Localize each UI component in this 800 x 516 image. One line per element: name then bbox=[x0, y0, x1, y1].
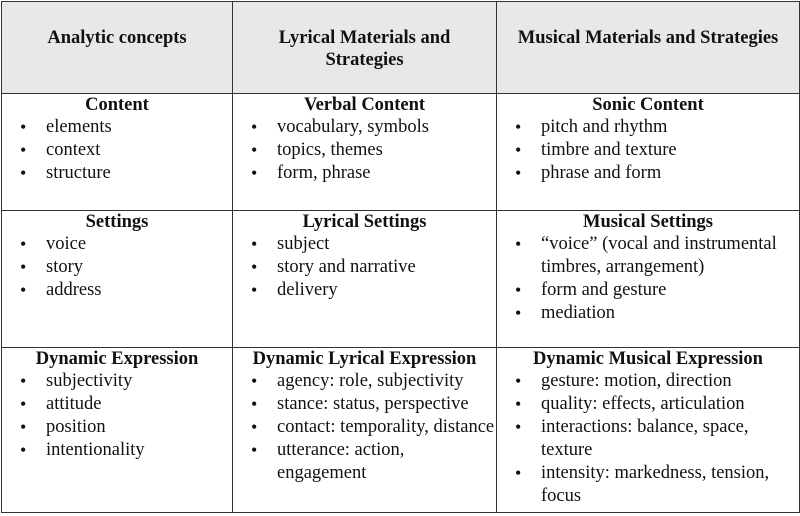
list-item: • position bbox=[2, 416, 232, 439]
bullet-list bbox=[233, 116, 496, 185]
list-item: • timbre and texture bbox=[497, 139, 799, 162]
list-item: • stance: status, perspective bbox=[233, 393, 496, 416]
list-item: • structure bbox=[2, 162, 232, 185]
list-item: • quality: effects, articulation bbox=[497, 393, 799, 416]
list-item: • agency: role, subjectivity bbox=[233, 370, 496, 393]
header-lyrical-materials: Lyrical Materials and Strategies bbox=[233, 2, 497, 94]
table-cell bbox=[233, 348, 497, 513]
table-cell bbox=[497, 211, 800, 348]
list-item: • address bbox=[2, 279, 232, 302]
table-body bbox=[2, 94, 800, 513]
table-cell bbox=[497, 348, 800, 513]
list-item: • form, phrase bbox=[233, 162, 496, 185]
bullet-list bbox=[2, 370, 232, 462]
list-item: • contact: temporality, distance bbox=[233, 416, 496, 439]
table-cell bbox=[2, 94, 233, 211]
bullet-list bbox=[2, 116, 232, 185]
section-title: Dynamic Expression bbox=[35, 349, 199, 369]
list-item: • vocabulary, symbols bbox=[233, 116, 496, 139]
table-cell bbox=[233, 94, 497, 211]
section-title: Dynamic Musical Expression bbox=[533, 349, 763, 369]
settings-row bbox=[2, 211, 800, 348]
bullet-list bbox=[233, 233, 496, 302]
list-item: • gesture: motion, direction bbox=[497, 370, 799, 393]
list-item: • story and narrative bbox=[233, 256, 496, 279]
concepts-table bbox=[1, 1, 800, 513]
table-cell bbox=[233, 211, 497, 348]
section-title: Content bbox=[85, 95, 149, 115]
bullet-list bbox=[497, 233, 799, 325]
list-item: • “voice” (vocal and instrumental timbres, arrangement) bbox=[497, 233, 799, 279]
list-item: • phrase and form bbox=[497, 162, 799, 185]
bullet-list bbox=[233, 370, 496, 485]
list-item: • elements bbox=[2, 116, 232, 139]
section-title: Lyrical Settings bbox=[302, 212, 427, 232]
list-item: • form and gesture bbox=[497, 279, 799, 302]
list-item: • pitch and rhythm bbox=[497, 116, 799, 139]
list-item: • context bbox=[2, 139, 232, 162]
bullet-list bbox=[497, 116, 799, 185]
table-cell bbox=[2, 348, 233, 513]
section-title: Sonic Content bbox=[592, 95, 704, 115]
header-musical-materials: Musical Materials and Strategies bbox=[497, 2, 800, 94]
dynamic-expression-row bbox=[2, 348, 800, 513]
content-row bbox=[2, 94, 800, 211]
table-cell bbox=[497, 94, 800, 211]
header-analytic-concepts: Analytic concepts bbox=[2, 2, 233, 94]
section-title: Settings bbox=[85, 212, 149, 232]
section-title: Dynamic Lyrical Expression bbox=[252, 349, 477, 369]
list-item: • interactions: balance, space, texture bbox=[497, 416, 799, 462]
header-row bbox=[2, 2, 800, 94]
table-cell bbox=[2, 211, 233, 348]
list-item: • utterance: action, engagement bbox=[233, 439, 496, 485]
list-item: • attitude bbox=[2, 393, 232, 416]
list-item: • topics, themes bbox=[233, 139, 496, 162]
bullet-list bbox=[2, 233, 232, 302]
bullet-list bbox=[497, 370, 799, 508]
list-item: • subject bbox=[233, 233, 496, 256]
section-title: Verbal Content bbox=[303, 95, 426, 115]
list-item: • mediation bbox=[497, 302, 799, 325]
list-item: • voice bbox=[2, 233, 232, 256]
list-item: • intentionality bbox=[2, 439, 232, 462]
list-item: • intensity: markedness, tension, focus bbox=[497, 462, 799, 508]
list-item: • story bbox=[2, 256, 232, 279]
list-item: • subjectivity bbox=[2, 370, 232, 393]
list-item: • delivery bbox=[233, 279, 496, 302]
section-title: Musical Settings bbox=[582, 212, 713, 232]
